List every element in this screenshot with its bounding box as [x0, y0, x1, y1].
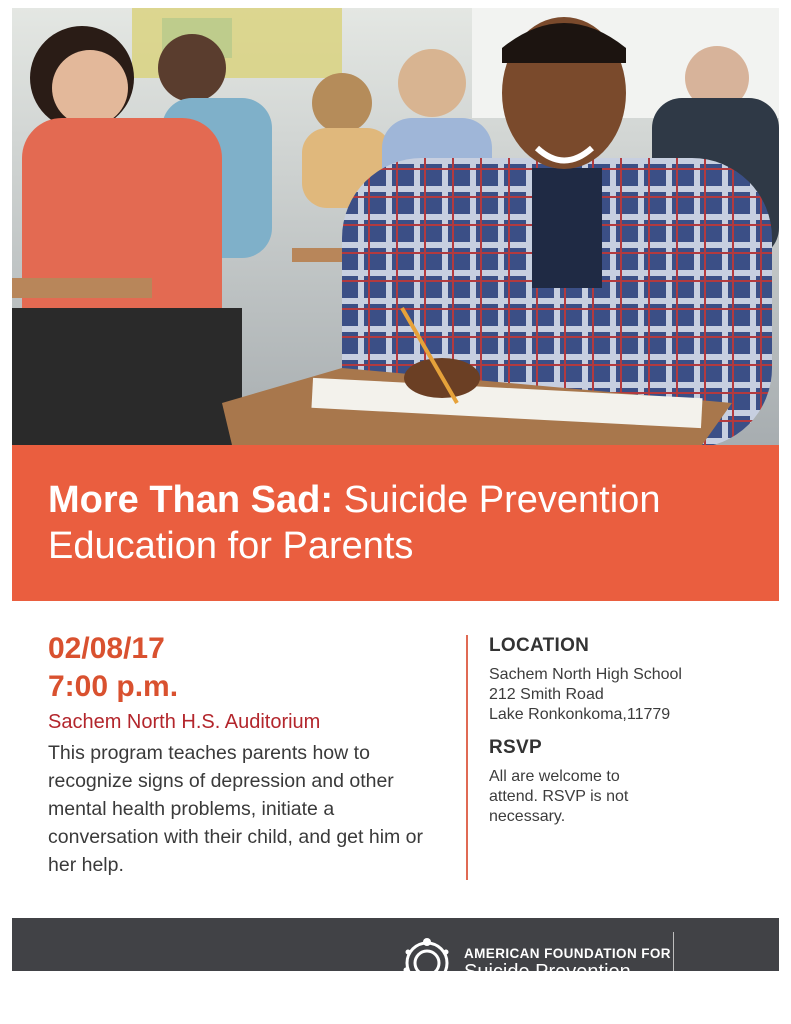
event-date: 02/08/17 — [48, 632, 165, 665]
event-time: 7:00 p.m. — [48, 670, 179, 703]
title-banner — [12, 445, 779, 601]
rsvp-heading: RSVP — [489, 737, 542, 758]
location-heading: LOCATION — [489, 635, 590, 656]
address-line: Lake Ronkonkoma,11779 — [489, 706, 671, 723]
footer-bar — [12, 918, 779, 983]
column-divider — [466, 635, 468, 880]
address-line: Sachem North High School — [489, 666, 682, 683]
location-address — [489, 665, 769, 725]
page-title — [48, 477, 768, 569]
location-panel — [489, 633, 769, 827]
hero-photo — [12, 8, 779, 445]
title-bold: More Than Sad: — [48, 479, 334, 521]
afsp-logo-icon — [400, 930, 454, 984]
footer-divider — [673, 932, 674, 971]
org-name-line2: Suicide Prevention — [464, 961, 631, 983]
event-details — [48, 630, 448, 879]
title-rest: Suicide Prevention Education for Parents — [48, 479, 661, 567]
address-line: 212 Smith Road — [489, 686, 604, 703]
classroom-photo-illustration — [12, 8, 779, 445]
rsvp-text: All are welcome to attend. RSVP is not necessary. — [489, 768, 629, 825]
event-venue: Sachem North H.S. Auditorium — [48, 711, 321, 733]
org-name-line1: AMERICAN FOUNDATION FOR — [464, 946, 671, 961]
event-description: This program teaches parents how to recognize signs of depression and other mental health problems, initiate a conversation with their child, and get him or her help. — [48, 742, 424, 876]
